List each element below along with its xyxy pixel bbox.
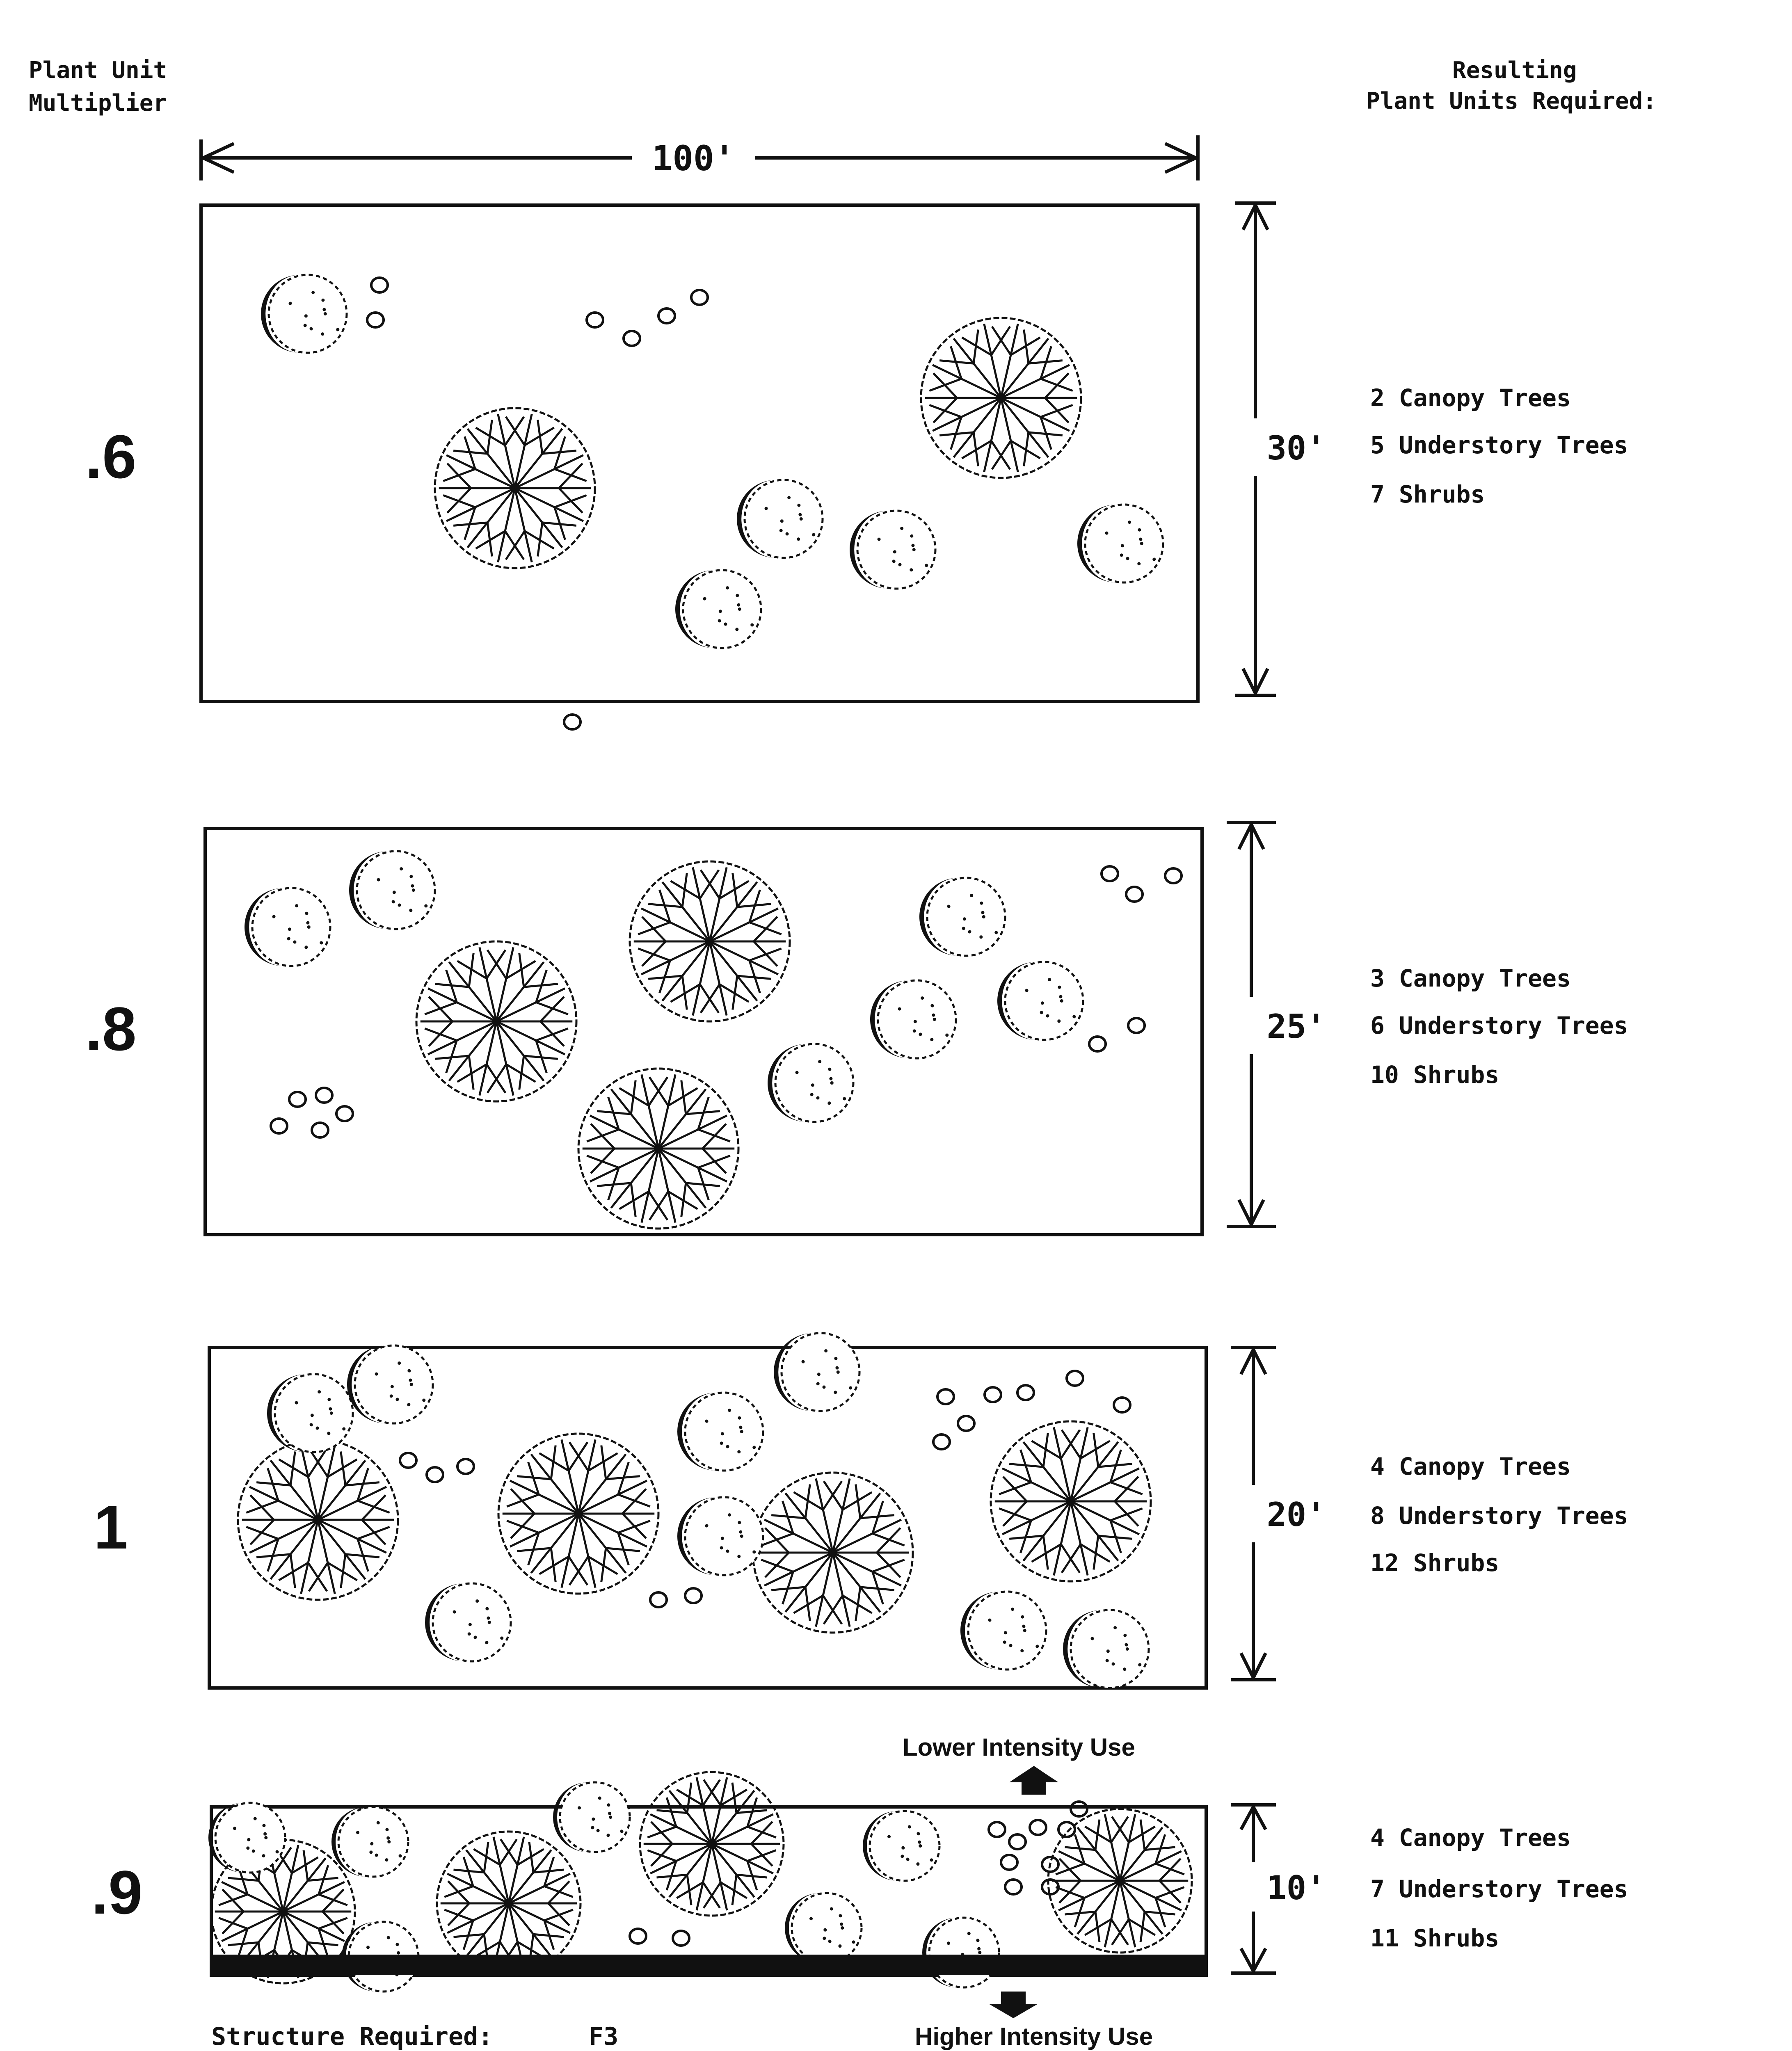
canopy-tree-icon: [498, 1434, 658, 1594]
understory-tree-icon: [347, 1345, 433, 1423]
down-arrow-icon: [989, 1992, 1038, 2018]
canopy-tree-icon: [991, 1421, 1151, 1581]
shrub-icon: [958, 1416, 974, 1431]
shrub-icon: [685, 1588, 702, 1603]
shrub-icon: [336, 1106, 353, 1121]
width-label: 100': [651, 138, 735, 178]
shrub-icon: [673, 1931, 689, 1946]
requirement-1-canopy: 2 Canopy Trees: [1370, 384, 1571, 412]
up-arrow-icon: [1009, 1766, 1058, 1795]
understory-tree-icon: [675, 570, 761, 648]
shrub-icon: [1102, 866, 1118, 881]
requirement-3-shrubs: 12 Shrubs: [1370, 1549, 1499, 1577]
multiplier-2: .8: [85, 994, 137, 1063]
understory-tree-icon: [960, 1592, 1046, 1670]
header-resulting: Resulting: [1452, 57, 1577, 84]
understory-tree-icon: [245, 888, 330, 966]
requirement-3-canopy: 4 Canopy Trees: [1370, 1453, 1571, 1480]
shrub-icon: [371, 278, 388, 292]
structure-wall: [211, 1955, 1206, 1975]
shrub-icon: [271, 1119, 287, 1133]
shrub-icon: [658, 308, 675, 323]
understory-tree-icon: [261, 275, 347, 353]
shrub-icon: [624, 331, 640, 346]
multiplier-3: 1: [94, 1493, 128, 1562]
canopy-tree-icon: [630, 861, 790, 1021]
shrub-icon: [1005, 1880, 1022, 1894]
shrub-icon: [650, 1592, 667, 1607]
understory-tree-icon: [919, 878, 1005, 956]
shrub-icon: [427, 1467, 443, 1482]
header-multiplier: Multiplier: [29, 90, 167, 116]
understory-tree-icon: [863, 1811, 939, 1881]
shrub-icon: [1114, 1398, 1130, 1412]
requirement-3-understory: 8 Understory Trees: [1370, 1502, 1628, 1530]
shrub-icon: [367, 313, 384, 327]
canopy-tree-icon: [921, 318, 1081, 478]
lower-intensity-label: Lower Intensity Use: [903, 1734, 1135, 1761]
shrub-icon: [1009, 1834, 1026, 1849]
shrub-icon: [691, 290, 708, 305]
canopy-tree-icon: [640, 1772, 784, 1916]
requirement-2-understory: 6 Understory Trees: [1370, 1012, 1628, 1039]
requirement-1-shrubs: 7 Shrubs: [1370, 480, 1485, 508]
understory-tree-icon: [870, 980, 956, 1058]
shrub-icon: [937, 1389, 954, 1404]
understory-tree-icon: [349, 851, 435, 929]
canopy-tree-icon: [753, 1473, 913, 1633]
shrub-icon: [1001, 1855, 1017, 1870]
shrub-icon: [1058, 1822, 1075, 1837]
shrub-icon: [1128, 1018, 1145, 1033]
shrub-icon: [630, 1929, 646, 1944]
structure-required-value: F3: [589, 2022, 619, 2051]
header-plant-unit: Plant Unit: [29, 57, 167, 84]
depth-label-3: 20': [1266, 1496, 1326, 1534]
shrub-icon: [1017, 1385, 1034, 1400]
shrub-icon: [985, 1387, 1001, 1402]
multiplier-1: .6: [85, 422, 137, 491]
understory-tree-icon: [737, 480, 823, 558]
shrub-icon: [1071, 1802, 1087, 1816]
buffer-panel-2-plants: [245, 851, 1182, 1229]
requirement-1-understory: 5 Understory Trees: [1370, 431, 1628, 459]
higher-intensity-label: Higher Intensity Use: [915, 2023, 1153, 2050]
header-plant-units-required: Plant Units Required:: [1366, 88, 1657, 114]
structure-required-label: Structure Required:: [211, 2022, 493, 2051]
understory-tree-icon: [785, 1893, 862, 1963]
shrub-icon: [564, 715, 581, 729]
understory-tree-icon: [677, 1393, 763, 1471]
understory-tree-icon: [331, 1807, 408, 1877]
understory-tree-icon: [768, 1044, 853, 1122]
shrub-icon: [316, 1088, 332, 1103]
canopy-tree-icon: [1048, 1809, 1192, 1953]
understory-tree-icon: [1063, 1610, 1149, 1688]
understory-tree-icon: [922, 1918, 999, 1987]
shrub-icon: [1030, 1820, 1046, 1835]
understory-tree-icon: [208, 1803, 285, 1873]
shrub-icon: [989, 1822, 1005, 1837]
canopy-tree-icon: [435, 408, 595, 568]
shrub-icon: [1089, 1037, 1106, 1051]
canopy-tree-icon: [578, 1069, 738, 1229]
requirement-2-shrubs: 10 Shrubs: [1370, 1061, 1499, 1089]
buffer-panel-3-plants: [238, 1333, 1151, 1688]
shrub-icon: [933, 1434, 950, 1449]
understory-tree-icon: [553, 1782, 630, 1852]
canopy-tree-icon: [437, 1832, 581, 1975]
multiplier-4: .9: [91, 1858, 143, 1927]
shrub-icon: [289, 1092, 306, 1107]
requirement-4-shrubs: 11 Shrubs: [1370, 1924, 1499, 1952]
understory-tree-icon: [677, 1497, 763, 1575]
depth-label-4: 10': [1266, 1869, 1326, 1907]
shrub-icon: [1067, 1371, 1083, 1386]
understory-tree-icon: [1077, 505, 1163, 582]
shrub-icon: [457, 1459, 474, 1474]
depth-label-2: 25': [1266, 1007, 1326, 1046]
buffer-panel-1-plants: [261, 275, 1163, 729]
understory-tree-icon: [425, 1583, 511, 1661]
shrub-icon: [587, 313, 603, 327]
depth-label-1: 30': [1266, 429, 1326, 467]
shrub-icon: [1126, 887, 1143, 902]
understory-tree-icon: [850, 511, 935, 589]
canopy-tree-icon: [238, 1440, 398, 1600]
shrub-icon: [1165, 868, 1182, 883]
shrub-icon: [312, 1123, 328, 1137]
understory-tree-icon: [267, 1374, 353, 1452]
shrub-icon: [400, 1453, 416, 1468]
requirement-2-canopy: 3 Canopy Trees: [1370, 964, 1571, 992]
understory-tree-icon: [997, 962, 1083, 1040]
canopy-tree-icon: [416, 941, 576, 1101]
requirement-4-understory: 7 Understory Trees: [1370, 1875, 1628, 1903]
understory-tree-icon: [774, 1333, 859, 1411]
requirement-4-canopy: 4 Canopy Trees: [1370, 1824, 1571, 1852]
